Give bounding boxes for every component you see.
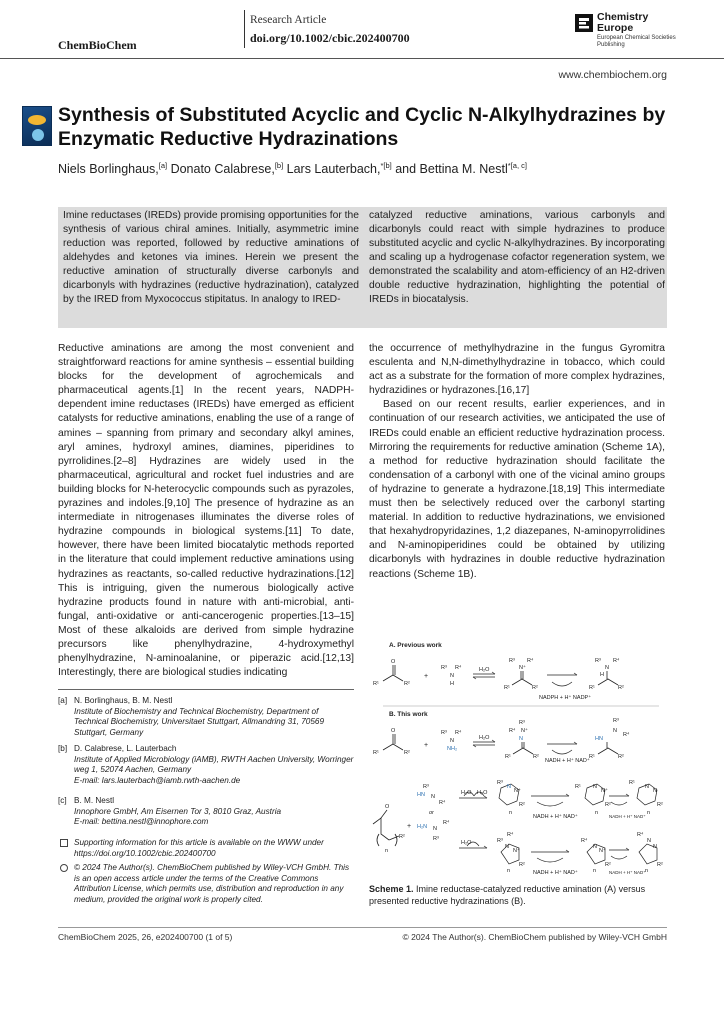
svg-text:N⁺: N⁺ xyxy=(521,728,528,734)
svg-text:R²: R² xyxy=(532,685,538,691)
svg-text:R¹: R¹ xyxy=(373,750,379,756)
svg-text:R¹: R¹ xyxy=(589,685,595,691)
svg-text:NADH + H⁺ NAD⁺: NADH + H⁺ NAD⁺ xyxy=(609,814,646,819)
svg-text:R²: R² xyxy=(404,681,410,687)
cofactor-label: NADH + H⁺ NAD⁺ xyxy=(533,870,578,876)
svg-text:R³: R³ xyxy=(497,838,503,844)
svg-text:R⁴: R⁴ xyxy=(613,658,620,664)
body-right-column xyxy=(369,342,665,582)
water-label: H₂O xyxy=(461,840,472,846)
svg-text:H: H xyxy=(600,672,604,678)
svg-text:+: + xyxy=(424,742,429,749)
svg-text:R⁴: R⁴ xyxy=(637,832,644,838)
scheme-1-figure xyxy=(369,638,667,888)
svg-text:N: N xyxy=(647,838,651,844)
svg-text:R¹: R¹ xyxy=(505,754,511,760)
svg-text:N: N xyxy=(433,826,437,832)
svg-text:n: n xyxy=(647,810,651,816)
svg-text:NH₂: NH₂ xyxy=(447,746,458,752)
svg-text:R¹: R¹ xyxy=(575,784,581,790)
svg-text:N⁺: N⁺ xyxy=(601,788,608,794)
svg-text:HN: HN xyxy=(417,792,425,798)
author-affiliation: [b] xyxy=(274,161,284,170)
svg-text:R³: R³ xyxy=(509,658,515,664)
svg-text:n: n xyxy=(507,868,511,874)
footer-rule xyxy=(58,927,667,928)
svg-text:N: N xyxy=(653,788,657,794)
svg-text:N: N xyxy=(645,784,649,790)
journal-cover-thumbnail xyxy=(22,106,52,146)
svg-text:R⁴: R⁴ xyxy=(623,732,630,738)
svg-text:R³: R³ xyxy=(595,658,601,664)
svg-text:R³: R³ xyxy=(441,665,447,671)
svg-text:R¹: R¹ xyxy=(589,754,595,760)
footnote-rule xyxy=(58,689,354,690)
svg-text:N: N xyxy=(507,784,511,790)
svg-text:R²: R² xyxy=(519,862,525,868)
abstract-right-column: catalyzed reductive aminations, various carbonyls and dicarbonyls could react with simple hydrazines to produce substituted acyclic and cyclic N-alkylhydrazines. By incorporating and scaling up a hydrogenase cofactor regeneration system, we demonstrated the scalability and atom-efficiency of an H2-driven double reductive hydrazination, highlighting the potential of IREDs in biocatalysis. xyxy=(369,210,665,305)
svg-text:R²: R² xyxy=(404,750,410,756)
svg-text:N: N xyxy=(519,736,523,742)
svg-text:N: N xyxy=(593,844,597,850)
open-access-icon xyxy=(60,864,68,872)
svg-text:O: O xyxy=(391,728,396,734)
svg-text:R²: R² xyxy=(605,862,611,868)
scheme-section-a-label: A. Previous work xyxy=(389,642,442,649)
header-rule xyxy=(0,58,724,59)
svg-text:N⁺: N⁺ xyxy=(513,848,520,854)
body-paragraph: Based on our recent results, earlier experiences, and in continuation of our research activities, we anticipated the use of IREDs could enable an efficient reductive hydrazination process. Mirroring the requirements for reductive amination (Scheme 1A), a method for reductive hydrazination should facilitate the condensation of a carbonyl with one of the vicinal amino groups of hydrazine to generate a hydrazone.[18,19] This intermediate must then be selectively reduced over the carbonyl starting material. In addition to reductive hydrazinations, we envisioned that hexahydropyridazines, 1,2 diazepanes, N-aminopyrrolidines and N-aminopiperidines could be obtained by utilizing dicarbonyls with hydrazines in double reductive hydrazination reactions (Scheme 1B). xyxy=(369,399,665,580)
footer-citation: ChemBioChem 2025, 26, e202400700 (1 of 5) xyxy=(58,932,233,942)
svg-text:H₂N: H₂N xyxy=(417,824,428,830)
svg-text:R²: R² xyxy=(618,685,624,691)
water-label: H₂O xyxy=(479,735,490,741)
svg-text:O: O xyxy=(385,804,390,810)
svg-text:R⁴: R⁴ xyxy=(527,658,534,664)
svg-text:R⁴: R⁴ xyxy=(507,832,514,838)
journal-name: ChemBioChem xyxy=(58,38,137,52)
water-label: H₂O xyxy=(479,667,490,673)
footnote-address: Innophore GmbH, Am Eisernen Tor 3, 8010 Graz, Austria xyxy=(74,806,282,816)
svg-text:NADH + H⁺ NAD⁺: NADH + H⁺ NAD⁺ xyxy=(609,870,646,875)
water-label: H₂O xyxy=(461,790,472,796)
author-name: and Bettina M. Nestl xyxy=(395,162,508,177)
svg-text:R¹: R¹ xyxy=(504,685,510,691)
svg-text:n: n xyxy=(385,848,389,854)
footnote-authors: D. Calabrese, L. Lauterbach xyxy=(74,744,177,753)
svg-text:N: N xyxy=(605,665,609,671)
footnote-authors: N. Borlinghaus, B. M. Nestl xyxy=(74,696,173,705)
publisher-name: Chemistry Europe xyxy=(597,11,649,34)
svg-text:R³: R³ xyxy=(423,784,429,790)
svg-text:R³: R³ xyxy=(433,836,439,842)
cofactor-label: NADH + H⁺ NAD⁺ xyxy=(533,814,578,820)
article-doi[interactable]: doi.org/10.1002/cbic.202400700 xyxy=(250,31,410,45)
svg-text:N: N xyxy=(653,844,657,850)
footnote-address: Institute of Applied Microbiology (iAMB), RWTH Aachen University, Worringer weg 1, 52074 Aachen, Germany xyxy=(74,754,354,775)
svg-text:R³: R³ xyxy=(441,730,447,736)
svg-text:R⁴: R⁴ xyxy=(443,820,450,826)
author-name: Niels Borlinghaus, xyxy=(58,162,159,177)
svg-text:n: n xyxy=(509,810,513,816)
svg-text:N: N xyxy=(450,673,454,679)
reaction-scheme-drawing xyxy=(369,638,667,888)
svg-text:N: N xyxy=(450,738,454,744)
svg-text:N⁺: N⁺ xyxy=(519,665,526,671)
or-label: or xyxy=(429,810,434,816)
svg-text:HN: HN xyxy=(595,736,603,742)
header-divider xyxy=(244,10,245,48)
cofactor-label: NADH + H⁺ NAD⁺ xyxy=(545,758,590,764)
article-type: Research Article xyxy=(250,14,327,26)
publisher-logo xyxy=(575,12,675,54)
svg-text:O: O xyxy=(391,659,396,665)
body-paragraph: the occurrence of methylhydrazine in the fungus Gyromitra esculenta and N,N-dimethylhydrazine in tobacco, which could act as a substrate for the formation of more complex hydrazines, hydrazidines or hydrazones.[16,17] xyxy=(369,343,665,397)
svg-text:N: N xyxy=(593,784,597,790)
footnote-email[interactable]: E-mail: bettina.nestl@innophore.com xyxy=(74,817,209,827)
footnote-affiliation-b xyxy=(58,744,354,786)
journal-website-link[interactable]: www.chembiochem.org xyxy=(558,69,667,81)
svg-text:R²: R² xyxy=(399,834,405,840)
author-affiliation: *[a, c] xyxy=(507,161,527,170)
footnote-email[interactable]: E-mail: lars.lauterbach@iamb.rwth-aachen.de xyxy=(74,775,241,785)
water-label: H₂O xyxy=(477,790,488,796)
svg-text:R⁴: R⁴ xyxy=(455,730,462,736)
supporting-info-icon xyxy=(60,839,68,847)
chemistry-europe-logo-icon xyxy=(575,14,593,32)
svg-text:N: N xyxy=(505,844,509,850)
scheme-section-b-label: B. This work xyxy=(389,711,428,718)
svg-text:N⁺: N⁺ xyxy=(599,848,606,854)
svg-text:n: n xyxy=(595,810,599,816)
author-name: Lars Lauterbach, xyxy=(286,162,381,177)
svg-text:R⁴: R⁴ xyxy=(455,665,462,671)
svg-text:n: n xyxy=(645,868,649,874)
svg-text:R²: R² xyxy=(519,802,525,808)
publisher-subtitle: European Chemical Societies Publishing xyxy=(597,35,676,48)
body-left-column xyxy=(58,342,354,680)
scheme-caption-label: Scheme 1. xyxy=(369,884,414,894)
svg-text:R³: R³ xyxy=(613,718,619,724)
footnote-authors: B. M. Nestl xyxy=(74,796,115,805)
cofactor-label: NADPH + H⁺ NADP⁺ xyxy=(539,695,592,701)
license-text: © 2024 The Author(s). ChemBioChem published by Wiley-VCH GmbH. This is an open access article under the terms of the Creative Commons Attribution License, which permits use, distribution and reproduction in any medium, provided the original work is properly cited. xyxy=(74,863,350,904)
scheme-caption xyxy=(369,883,665,907)
scheme-caption-text: Imine reductase-catalyzed reductive amination (A) versus presented reductive hydrazinations (B). xyxy=(369,884,646,906)
body-paragraph: Reductive aminations are among the most convenient and straightforward reactions for amine synthesis – essential building blocks for the development of agrochemicals and pharmaceutical agents.[1] In the recent years, NADPH-dependent imine reductases (IREDs) have emerged as efficient catalysts for reductive aminations, enabling the use of a range of amines – spanning from primary and secondary alkyl amines, aryl amines, hydroxyl amines, diamines, piperidines to pyrrolidines.[2–8] Hydrazines are widely used in the pharmaceutical, agricultural and rocket fuel industries and are building blocks for N-heterocyclic compounds such as pyrazoles, pyrazines and indoles.[9,10] The presence of hydrazine as an intermediate in nitrogenases illuminates the diverse roles of hydrazine compounds in biological systems.[11] To date, however, there have been limited biocatalytic methods reported in the literature that could implement reductive aminations using hydrazines as reactants, so-called reductive hydrazinations.[12] This is intriguing, given the numerous biologically active hydrazine products found in nature with anti-microbial, anti-fungal, anti-oxidative or anti-cancerogenic properties.[13–15] Most of these alkaloids are derived from simple hydrazine precursors like phenylhydrazine, 4-hydroxymethyl phenylhydrazine, N-aminoalanine, or piperazic acid.[12,13] Interestingly, there are biological studies indicating xyxy=(58,343,354,679)
svg-text:R²: R² xyxy=(657,862,663,868)
footnote-address: Institute of Biochemistry and Technical Biochemistry, Department of Technical Biochemistry, Universitaet Stuttgart, Allmandring 31, 70569 Stuttgart, Germany xyxy=(74,706,324,737)
svg-text:n: n xyxy=(593,868,597,874)
license-note xyxy=(58,863,354,905)
footnote-tag: [c] xyxy=(58,796,67,805)
svg-text:R⁴: R⁴ xyxy=(439,800,446,806)
svg-text:R²: R² xyxy=(657,802,663,808)
svg-text:R⁴: R⁴ xyxy=(509,728,516,734)
footnote-tag: [b] xyxy=(58,744,68,753)
svg-text:R¹: R¹ xyxy=(373,681,379,687)
svg-text:+: + xyxy=(424,673,429,680)
article-title: Synthesis of Substituted Acyclic and Cyclic N-Alkylhydrazines by Enzymatic Reductive Hydrazinations xyxy=(58,104,666,150)
svg-text:R³: R³ xyxy=(519,720,525,726)
svg-text:N⁺: N⁺ xyxy=(514,788,521,794)
svg-text:N: N xyxy=(613,728,617,734)
supporting-info-note xyxy=(58,838,354,859)
abstract-left-column: Imine reductases (IREDs) provide promising opportunities for the synthesis of various chiral amines. Initially, asymmetric imine reduction was reported, followed by reductive aminations of aldehydes and ketones via imines. Herein we present the reductive amination of structurally diverse carbonyls and dicarbonyls with hydrazines (reductive hydrazination), catalyzed by the IRED from Myxococcus stipitatus. In analogy to IRED- xyxy=(63,210,359,305)
svg-text:R²: R² xyxy=(618,754,624,760)
svg-text:R⁴: R⁴ xyxy=(581,838,588,844)
svg-text:N: N xyxy=(431,794,435,800)
footer-copyright: © 2024 The Author(s). ChemBioChem published by Wiley-VCH GmbH xyxy=(402,932,667,942)
author-list xyxy=(58,161,678,176)
svg-text:+: + xyxy=(407,823,412,830)
svg-text:R³: R³ xyxy=(497,780,503,786)
svg-text:R²: R² xyxy=(533,754,539,760)
svg-text:H: H xyxy=(450,681,454,687)
author-affiliation: [a] xyxy=(158,161,168,170)
footnote-affiliation-c xyxy=(58,796,354,828)
supporting-info-text[interactable]: Supporting information for this article is available on the WWW under https://doi.org/10.1002/cbic.202400700 xyxy=(74,838,324,858)
footnote-affiliation-a xyxy=(58,696,354,738)
author-affiliation: *[b] xyxy=(380,161,392,170)
svg-text:R²: R² xyxy=(605,802,611,808)
svg-text:R¹: R¹ xyxy=(629,780,635,786)
footnote-tag: [a] xyxy=(58,696,68,705)
author-name: Donato Calabrese, xyxy=(170,162,275,177)
